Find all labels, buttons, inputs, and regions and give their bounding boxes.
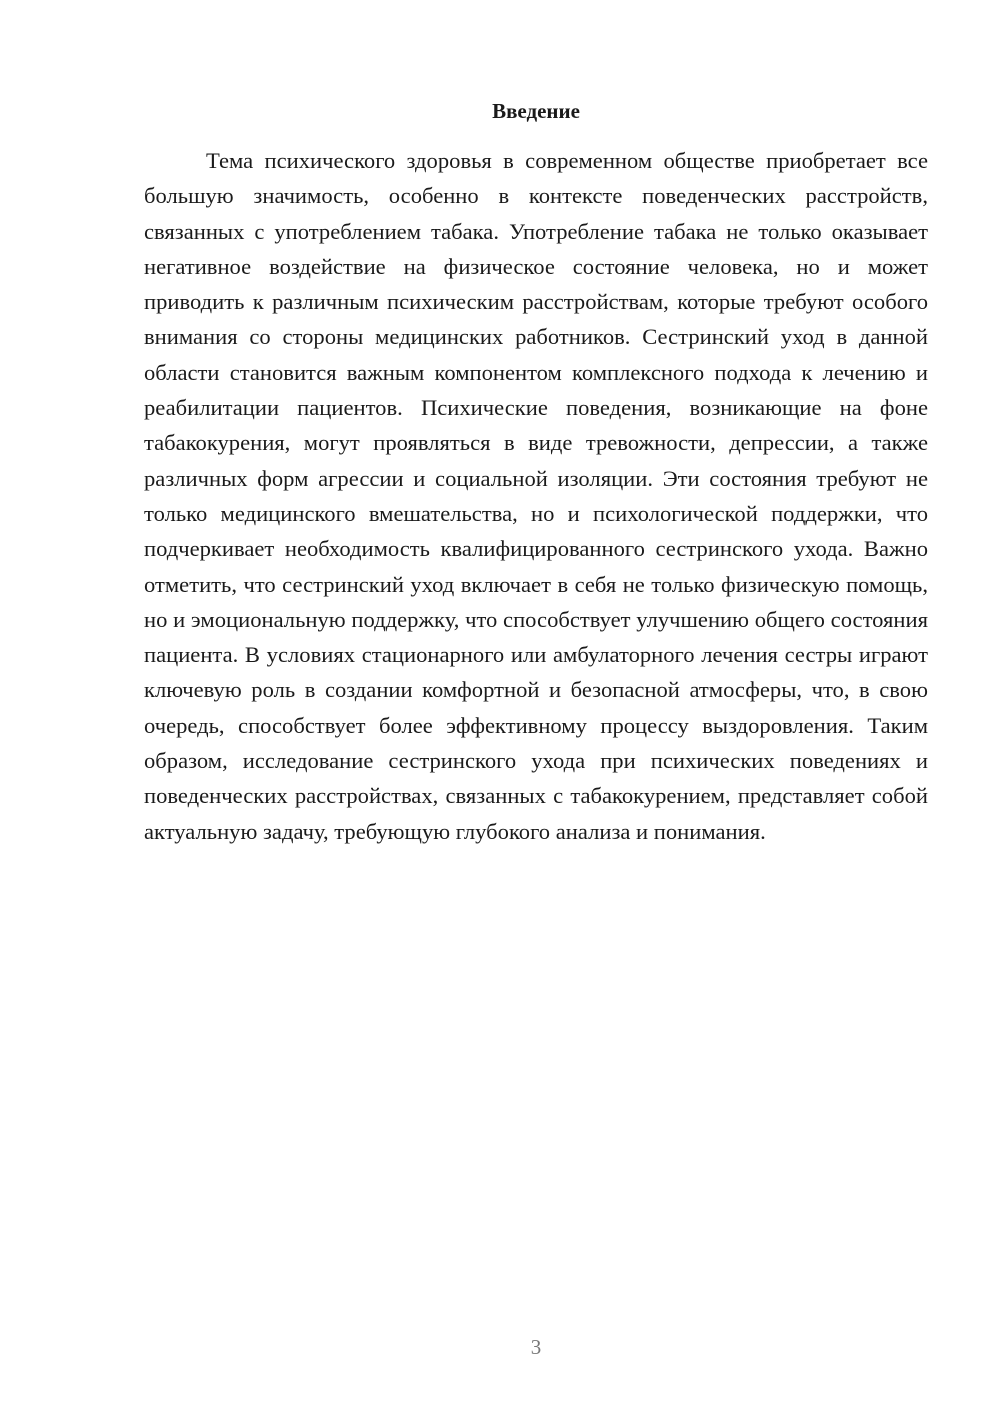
- body-paragraph: Тема психического здоровья в современном обществе приобретает все большую значимость, особенно в контексте поведенческих расстройств, связанных с употреблением табака. Употребление табака не только оказывает негативное воздействие на физическое состояние человека, но и может приводить к различным психическим расстройствам, которые требуют особого внимания со стороны медицинских работников. Сестринский уход в данной области становится важным компонентом комплексного подхода к лечению и реабилитации пациентов. Психические поведения, возникающие на фоне табакокурения, могут проявляться в виде тревожности, депрессии, а также различных форм агрессии и социальной изоляции. Эти состояния требуют не только медицинского вмешательства, но и психологической поддержки, что подчеркивает необходимость квалифицированного сестринского ухода. Важно отметить, что сестринский уход включает в себя не только физическую помощь, но и эмоциональную поддержку, что способствует улучшению общего состояния пациента. В условиях стационарного или амбулаторного лечения сестры играют ключевую роль в создании комфортной и безопасной атмосферы, что, в свою очередь, способствует более эффективному процессу выздоровления. Таким образом, исследование сестринского ухода при психических поведениях и поведенческих расстройствах, связанных с табакокурением, представляет собой актуальную задачу, требующую глубокого анализа и понимания.: [144, 148, 928, 844]
- page-number: 3: [530, 1335, 542, 1359]
- section-heading: Введение: [492, 99, 580, 123]
